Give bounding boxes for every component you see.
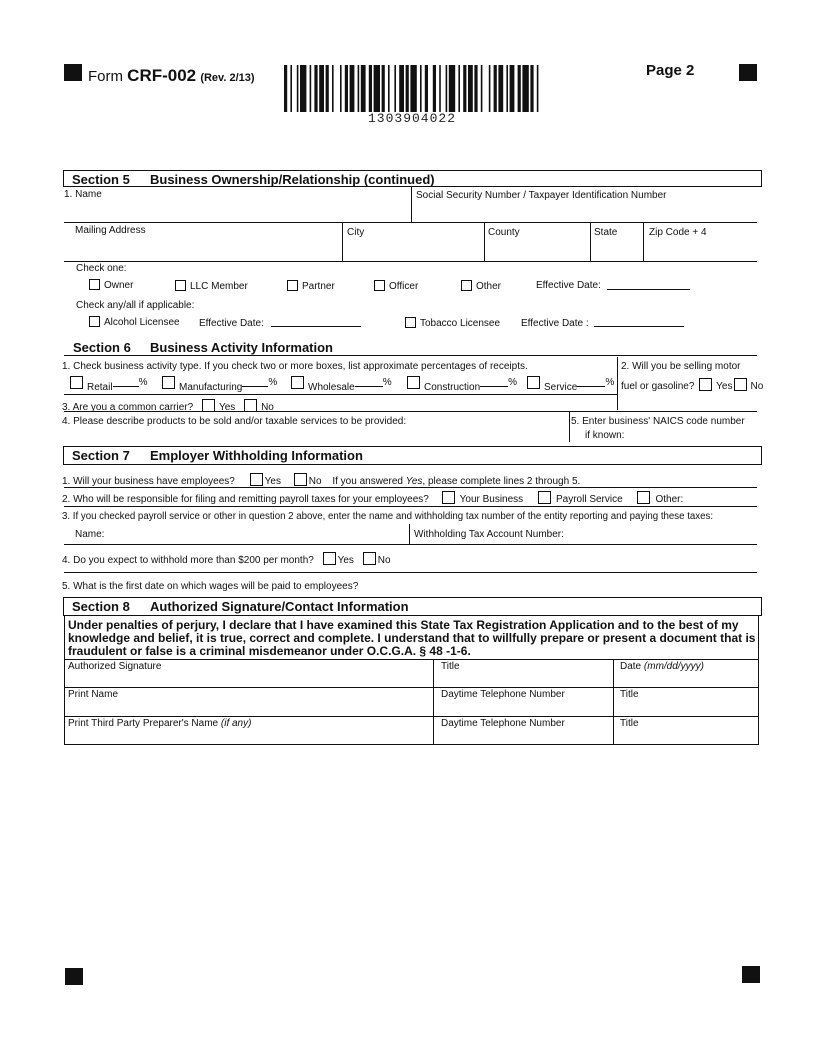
mailing-address-label: Mailing Address (75, 225, 146, 236)
name-label: 1. Name (64, 189, 102, 200)
first-wage-date-question: 5. What is the first date on which wages will be paid to employees? (62, 581, 359, 592)
naics-question-line2: if known: (585, 430, 625, 441)
section5-title: Business Ownership/Relationship (continued) (150, 172, 435, 187)
tobacco-licensee-checkbox[interactable] (405, 317, 416, 328)
tobacco-effective-date-field[interactable] (594, 326, 684, 327)
daytime-phone-label-1: Daytime Telephone Number (441, 689, 565, 700)
section8-title: Authorized Signature/Contact Information (150, 599, 409, 614)
barcode-bar (498, 65, 503, 112)
barcode-bar (530, 65, 533, 112)
manufacturing-checkbox[interactable] (162, 376, 175, 389)
effective-date-field[interactable] (607, 289, 690, 290)
registration-mark-top-right (739, 64, 757, 81)
form-label: Form (88, 68, 123, 85)
registration-mark-bottom-left (65, 968, 83, 985)
authorized-signature-label: Authorized Signature (68, 661, 162, 672)
partner-checkbox[interactable] (287, 280, 298, 291)
construction-option[interactable]: Construction % (407, 376, 517, 390)
barcode-bar (458, 65, 460, 112)
barcode-bar (537, 65, 539, 112)
employees-yes-checkbox[interactable] (250, 473, 263, 486)
barcode-bar (358, 65, 360, 112)
check-any-label: Check any/all if applicable: (76, 300, 195, 311)
retail-checkbox[interactable] (70, 376, 83, 389)
daytime-phone-label-2: Daytime Telephone Number (441, 718, 565, 729)
service-percent-field[interactable] (577, 386, 605, 387)
barcode-bar (326, 65, 329, 112)
barcode-bar (494, 65, 497, 112)
barcode-bar (518, 65, 521, 112)
barcode-bar (297, 65, 299, 112)
barcode-bar (284, 65, 287, 112)
section6-header (64, 340, 757, 356)
title-label-1: Title (441, 661, 460, 672)
city-field[interactable] (345, 238, 482, 259)
barcode-bar (290, 65, 292, 112)
county-field[interactable] (487, 238, 588, 259)
withhold-yes-checkbox[interactable] (323, 552, 336, 565)
barcode-bar (481, 65, 483, 112)
wholesale-percent-field[interactable] (355, 386, 383, 387)
activity-question: 1. Check business activity type. If you check two or more boxes, list approximate percentages of receipts. (62, 361, 528, 372)
barcode-bar (433, 65, 436, 112)
perjury-declaration: Under penalties of perjury, I declare that I have examined this State Tax Registration Application and to the best of my knowledge and belief, it is true, correct and complete. I understand that to willfully prepare or present a document that is fraudulent or false is a criminal misdemeanor under O.C.G.A. § 48 -1-6. (68, 618, 756, 658)
manufacturing-option[interactable]: Manufacturing % (162, 376, 277, 390)
withhold-200-question: 4. Do you expect to withhold more than $200 per month? Yes No (62, 552, 391, 566)
zip-label: Zip Code + 4 (649, 227, 707, 238)
form-revision: (Rev. 2/13) (200, 72, 255, 84)
barcode-bar (314, 65, 317, 112)
tobacco-effective-date-label: Effective Date : (521, 318, 589, 329)
section7-title: Employer Withholding Information (150, 448, 363, 463)
wholesale-checkbox[interactable] (291, 376, 304, 389)
manufacturing-percent-field[interactable] (242, 386, 268, 387)
barcode-bar (468, 65, 473, 112)
form-title (88, 66, 255, 86)
entity-name-label: Name: (75, 529, 105, 540)
barcode-bar (310, 65, 312, 112)
name-field[interactable] (64, 200, 409, 220)
barcode-number: 1303904022 (368, 111, 457, 126)
construction-percent-field[interactable] (480, 386, 508, 387)
section8-number: Section 8 (72, 599, 130, 614)
barcode-bar (340, 65, 342, 112)
barcode-bar (489, 65, 491, 112)
barcode-bar (345, 65, 348, 112)
daytime-phone-field-2[interactable] (436, 730, 611, 744)
authorized-signature-field[interactable] (66, 672, 431, 686)
barcode-bar (510, 65, 515, 112)
barcode-bar (374, 65, 380, 112)
barcode-bar (410, 65, 416, 112)
partner-option[interactable]: Partner (287, 280, 335, 292)
construction-checkbox[interactable] (407, 376, 420, 389)
employees-question: 1. Will your business have employees? Yes No If you answered Yes, please complete lines 2 through 5. (62, 473, 580, 487)
form-number: CRF-002 (127, 66, 197, 85)
effective-date-label: Effective Date: (536, 280, 601, 291)
barcode-bar (388, 65, 390, 112)
preparer-name-field[interactable] (66, 730, 431, 744)
retail-option[interactable]: Retail % (70, 376, 147, 390)
section6-number: Section 6 (73, 340, 131, 355)
other-option[interactable]: Other (461, 280, 501, 292)
date-label: Date (mm/dd/yyyy) (620, 661, 704, 672)
ssn-label: Social Security Number / Taxpayer Identification Number (416, 190, 667, 201)
barcode-bar (439, 65, 441, 112)
barcode-bar (506, 65, 508, 112)
service-option[interactable]: Service % (527, 376, 614, 390)
state-field[interactable] (593, 238, 641, 259)
products-question: 4. Please describe products to be sold and/or taxable services to be provided: (62, 416, 407, 427)
barcode-bar (332, 65, 334, 112)
owner-option[interactable]: Owner (89, 279, 133, 291)
alcohol-licensee-checkbox[interactable] (89, 316, 100, 327)
section5-number: Section 5 (72, 172, 130, 187)
title-field-3[interactable] (616, 730, 757, 744)
city-label: City (347, 227, 365, 238)
page-number: Page 2 (646, 62, 695, 79)
barcode (284, 65, 540, 112)
motor-fuel-yes-checkbox[interactable] (699, 378, 712, 391)
other-payroll-checkbox[interactable] (637, 491, 650, 504)
barcode-bar (474, 65, 477, 112)
barcode-bar (300, 65, 306, 112)
barcode-bar (420, 65, 422, 112)
entity-name-field[interactable] (110, 526, 406, 542)
alcohol-effective-date-field[interactable] (271, 326, 361, 327)
ssn-field[interactable] (414, 202, 754, 220)
payroll-service-checkbox[interactable] (538, 491, 551, 504)
county-label: County (488, 227, 520, 238)
print-name-label: Print Name (68, 689, 119, 700)
alcohol-licensee-option[interactable]: Alcohol Licensee (89, 316, 180, 328)
barcode-bar (361, 65, 366, 112)
barcode-bar (406, 65, 409, 112)
products-field[interactable] (64, 428, 567, 444)
wholesale-option[interactable]: Wholesale % (291, 376, 392, 390)
registration-mark-top-left (64, 64, 82, 81)
tobacco-licensee-option[interactable]: Tobacco Licensee (405, 317, 500, 329)
barcode-bar (399, 65, 404, 112)
payroll-responsibility-question: 2. Who will be responsible for filing and remitting payroll taxes for your employees? Your Business Payroll Service Other: (62, 491, 683, 505)
barcode-bar (446, 65, 448, 112)
llc-member-checkbox[interactable] (175, 280, 186, 291)
title-field-2[interactable] (616, 701, 757, 715)
alcohol-effective-date-label: Effective Date: (199, 318, 264, 329)
owner-checkbox[interactable] (89, 279, 100, 290)
state-label: State (594, 227, 618, 238)
date-field[interactable] (616, 672, 757, 686)
barcode-bar (350, 65, 355, 112)
officer-option[interactable]: Officer (374, 280, 418, 292)
other-checkbox[interactable] (461, 280, 472, 291)
employees-no-checkbox[interactable] (294, 473, 307, 486)
registration-mark-bottom-right (742, 966, 760, 983)
section7-header (63, 446, 762, 465)
title-label-2: Title (620, 689, 639, 700)
barcode-bar (394, 65, 396, 112)
preparer-name-label: Print Third Party Preparer's Name (if any) (68, 718, 252, 729)
section8-header (63, 597, 762, 616)
motor-fuel-no-checkbox[interactable] (734, 378, 747, 391)
section5-header (63, 170, 762, 187)
barcode-bar (425, 65, 428, 112)
motor-fuel-question-line1: 2. Will you be selling motor (621, 361, 741, 372)
barcode-bar (319, 65, 324, 112)
llc-member-option[interactable]: LLC Member (175, 280, 248, 292)
check-one-label: Check one: (76, 263, 127, 274)
payroll-entity-question: 3. If you checked payroll service or other in question 2 above, enter the name and withholding tax number of the entity reporting and paying these taxes: (62, 511, 714, 522)
withholding-account-label: Withholding Tax Account Number: (414, 529, 564, 540)
officer-checkbox[interactable] (374, 280, 385, 291)
first-wage-date-field[interactable] (370, 579, 755, 593)
section6-title: Business Activity Information (150, 340, 333, 355)
service-checkbox[interactable] (527, 376, 540, 389)
naics-question-line1: 5. Enter business' NAICS code number (571, 416, 745, 427)
title-label-3: Title (620, 718, 639, 729)
common-carrier-question: 3. Are you a common carrier? Yes No (62, 399, 274, 413)
withholding-account-field[interactable] (575, 526, 755, 542)
your-business-checkbox[interactable] (442, 491, 455, 504)
zip-field[interactable] (646, 238, 756, 259)
mailing-address-field[interactable] (66, 238, 340, 259)
retail-percent-field[interactable] (113, 386, 139, 387)
barcode-bar (382, 65, 385, 112)
barcode-bar (449, 65, 455, 112)
motor-fuel-question-line2: fuel or gasoline? Yes No (621, 378, 763, 392)
print-name-field[interactable] (66, 701, 431, 715)
daytime-phone-field-1[interactable] (436, 701, 611, 715)
withhold-no-checkbox[interactable] (363, 552, 376, 565)
barcode-bar (463, 65, 466, 112)
section7-number: Section 7 (72, 448, 130, 463)
barcode-bar (369, 65, 372, 112)
barcode-bar (522, 65, 528, 112)
title-field-1[interactable] (436, 672, 611, 686)
